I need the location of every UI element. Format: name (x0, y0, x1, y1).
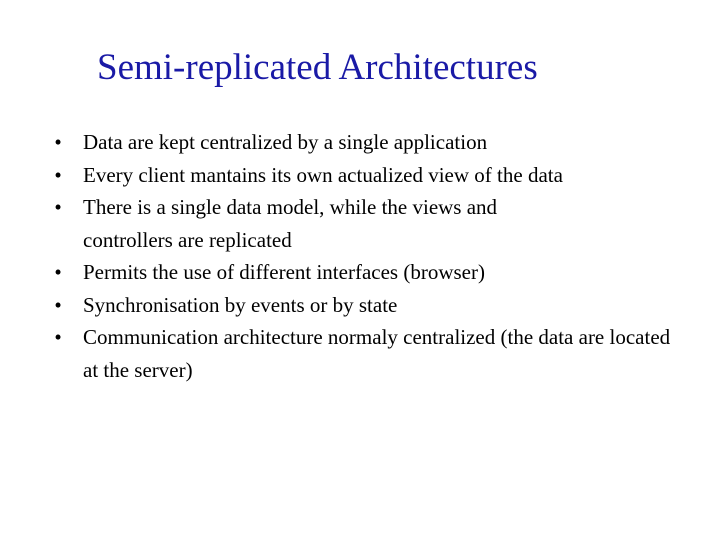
bullet-item (0, 289, 720, 322)
bullet-icon: • (54, 162, 62, 187)
bullet-text: Data are kept centralized by a single application (83, 130, 488, 154)
bullet-icon: • (54, 130, 62, 154)
bullet-icon: • (54, 292, 62, 317)
bullet-text: Permits the use of different interfaces (browser) (83, 260, 485, 284)
bullet-list (0, 126, 720, 386)
bullet-icon: • (54, 325, 62, 349)
bullet-item (0, 256, 720, 289)
bullet-text: Synchronisation by events or by state (83, 292, 398, 317)
bullet-icon: • (54, 195, 62, 219)
bullet-text: Every client mantains its own actualized view of the data (83, 162, 563, 187)
slide-title: Semi-replicated Architectures (97, 47, 538, 88)
bullet-item (0, 159, 720, 192)
bullet-icon: • (54, 260, 62, 284)
bullet-item (0, 126, 720, 159)
bullet-item (0, 191, 720, 256)
bullet-text: Communication architecture normaly centralized (the data are located at the server) (83, 325, 671, 382)
bullet-text: There is a single data model, while the views and controllers are replicated (83, 195, 498, 252)
bullet-item (0, 321, 720, 386)
